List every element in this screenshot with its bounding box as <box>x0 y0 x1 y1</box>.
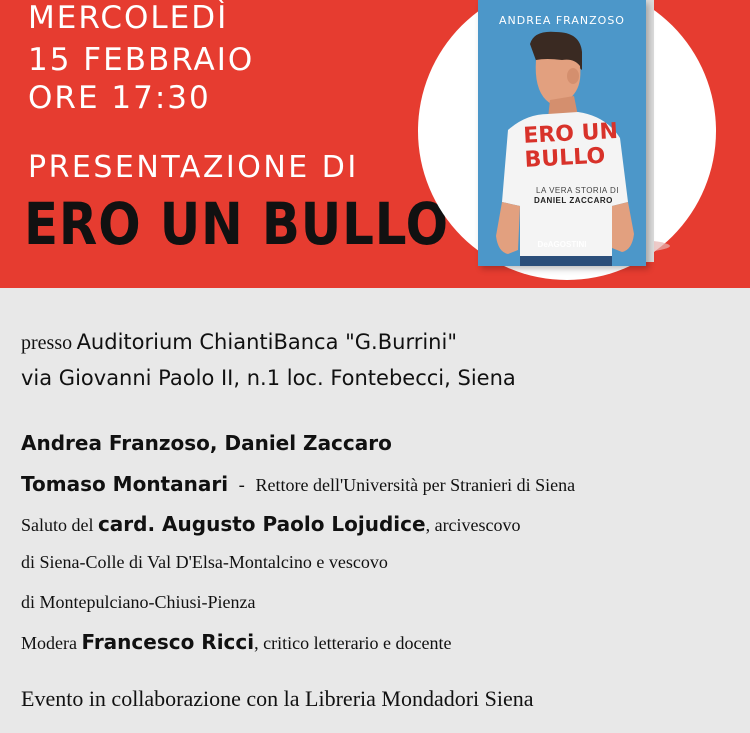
book-title-heading: ERO UN BULLO <box>24 190 449 258</box>
moderator-prefix: Modera <box>21 633 77 653</box>
greeting-line-2: di Siena-Colle di Val D'Elsa-Montalcino e vescovo <box>21 552 388 572</box>
moderator-line <box>21 630 452 654</box>
book-pages-edge <box>646 0 654 262</box>
presentation-label: PRESENTAZIONE DI <box>28 150 359 185</box>
guest-role: Rettore dell'Università per Stranieri di Siena <box>255 475 576 495</box>
event-details <box>0 288 750 733</box>
event-time: ORE 17:30 <box>28 80 211 116</box>
cover-subtitle-line2: DANIEL ZACCARO <box>534 196 613 205</box>
greeting-name: card. Augusto Paolo Lojudice <box>97 512 426 536</box>
guest-dash: - <box>238 475 246 496</box>
event-weekday: MERCOLEDÌ <box>28 0 229 36</box>
collaboration-note: Evento in collaborazione con la Libreria Mondadori Siena <box>21 686 534 711</box>
moderator-suffix: , critico letterario e docente <box>254 633 452 653</box>
venue-line <box>21 330 457 355</box>
guest-line <box>21 472 575 496</box>
cover-title-line2: BULLO <box>524 143 606 173</box>
publisher-logo: DeAGOSTINI <box>537 240 587 249</box>
cover-subtitle-line1: LA VERA STORIA DI <box>536 186 620 195</box>
greeting-line <box>21 512 521 536</box>
cover-title-line1: ERO UN <box>522 118 619 149</box>
greeting-line-3: di Montepulciano-Chiusi-Pienza <box>21 592 256 612</box>
header-banner <box>0 0 750 288</box>
moderator-name: Francesco Ricci <box>81 630 255 654</box>
cover-title <box>523 119 635 173</box>
greeting-suffix: , arcivescovo <box>425 515 521 535</box>
greeting-prefix: Saluto del <box>21 515 94 535</box>
guest-name: Tomaso Montanari <box>21 472 229 496</box>
book-cover <box>478 0 646 266</box>
event-date: 15 FEBBRAIO <box>28 42 255 78</box>
cover-author: ANDREA FRANZOSO <box>499 14 625 27</box>
venue-name: Auditorium ChiantiBanca "G.Burrini" <box>76 330 457 354</box>
presso-label: presso <box>21 332 73 354</box>
venue-address: via Giovanni Paolo II, n.1 loc. Fontebecci, Siena <box>21 366 516 390</box>
speakers-line: Andrea Franzoso, Daniel Zaccaro <box>21 431 392 455</box>
